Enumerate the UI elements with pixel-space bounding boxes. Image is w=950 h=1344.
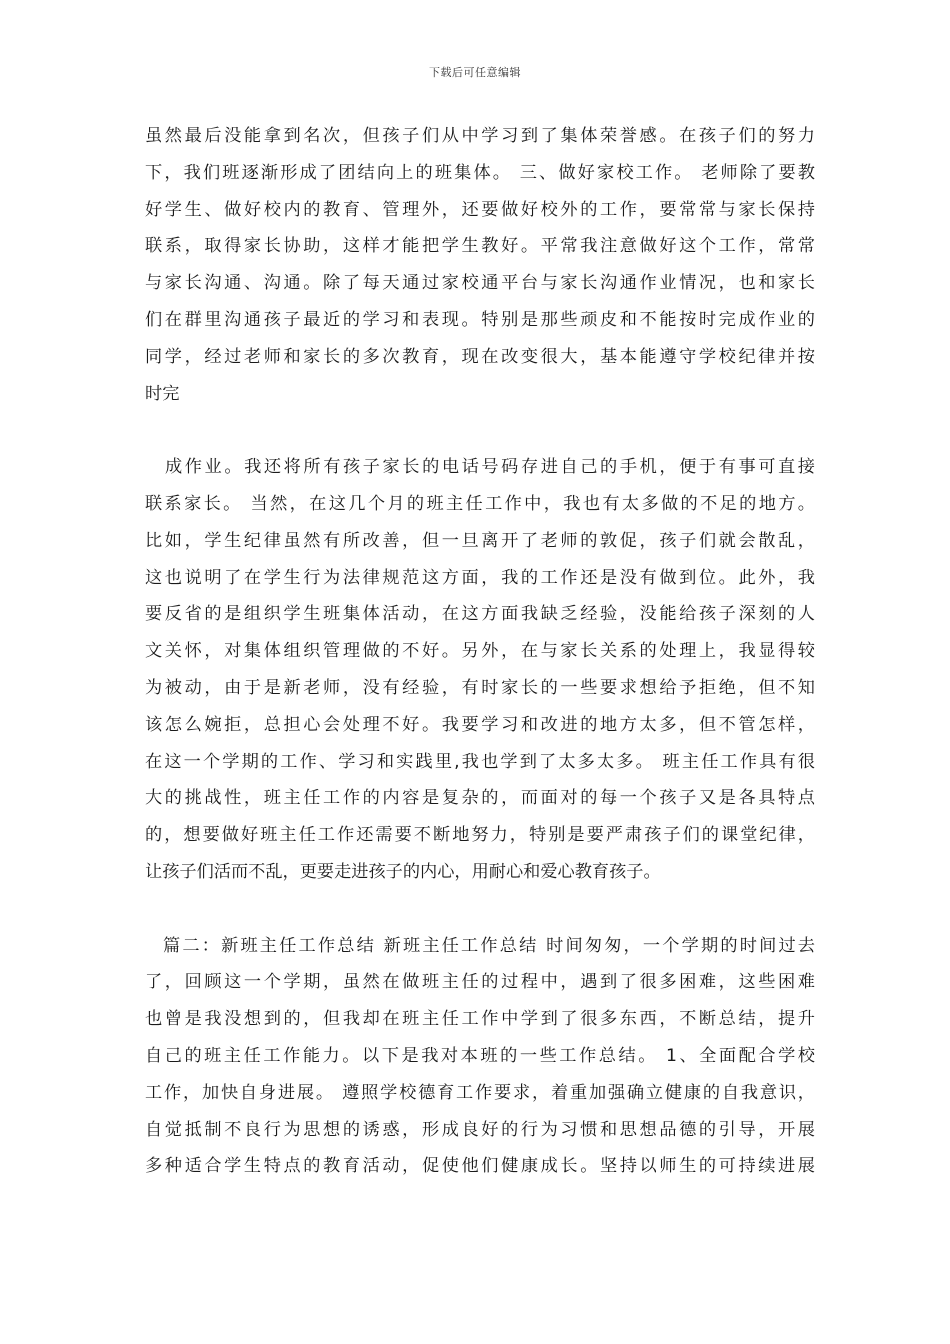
paragraph [145,964,815,1185]
paragraph [145,928,815,965]
text-line: 了，回顾这一个学期，虽然在做班主任的过程中，遇到了很多困难，这些困难 [145,972,815,993]
paragraph-gap [145,891,815,928]
text-line: 下，我们班逐渐形成了团结向上的班集体。 三、做好家校工作。 老师除了要教 [145,162,815,183]
paragraph [145,118,815,412]
text-line: 与家长沟通、沟通。除了每天通过家校通平台与家长沟通作业情况，也和家长 [145,273,815,294]
text-line: 联系，取得家长协助，这样才能把学生教好。平常我注意做好这个工作，常常 [145,236,815,257]
text-line: 该怎么婉拒，总担心会处理不好。我要学习和改进的地方太多，但不管怎样， [145,714,815,735]
paragraph [145,486,815,891]
document-body [145,118,815,1185]
text-line: 好学生、做好校内的教育、管理外，还要做好校外的工作，要常常与家长保持 [145,199,815,220]
text-line: 要反省的是组织学生班集体活动，在这方面我缺乏经验，没能给孩子深刻的人 [145,604,815,625]
text-line: 让孩子们活而不乱，更要走进孩子的内心，用耐心和爱心教育孩子。 [145,861,661,882]
paragraph-gap [145,412,815,449]
text-line: 在这一个学期的工作、学习和实践里,我也学到了太多太多。 班主任工作具有很 [145,751,815,772]
text-line: 们在群里沟通孩子最近的学习和表现。特别是那些顽皮和不能按时完成作业的 [145,309,815,330]
text-line: 篇二：新班主任工作总结 新班主任工作总结 时间匆匆，一个学期的时间过去 [163,935,815,956]
text-line: 文关怀，对集体组织管理做的不好。另外，在与家长关系的处理上，我显得较 [145,641,815,662]
paragraph [145,449,815,486]
text-line: 时完 [145,383,180,404]
text-line: 工作，加快自身进展。 遵照学校德育工作要求，着重加强确立健康的自我意识， [145,1082,815,1103]
text-line: 为被动，由于是新老师，没有经验，有时家长的一些要求想给予拒绝，但不知 [145,677,815,698]
text-line: 的，想要做好班主任工作还需要不断地努力，特别是要严肃孩子们的课堂纪律， [145,825,815,846]
text-line: 大的挑战性，班主任工作的内容是复杂的，而面对的每一个孩子又是各具特点 [145,788,815,809]
text-line: 自觉抵制不良行为思想的诱惑，形成良好的行为习惯和思想品德的引导，开展 [145,1119,815,1140]
text-line: 这也说明了在学生行为法律规范这方面，我的工作还是没有做到位。此外，我 [145,567,815,588]
page-header: 下载后可任意编辑 [429,66,521,79]
text-line: 虽然最后没能拿到名次，但孩子们从中学习到了集体荣誉感。在孩子们的努力 [145,126,815,146]
text-line: 联系家长。 当然，在这几个月的班主任工作中，我也有太多做的不足的地方。 [145,493,815,514]
text-line: 成作业。我还将所有孩子家长的电话号码存进自己的手机，便于有事可直接 [165,457,815,478]
text-line: 多种适合学生特点的教育活动，促使他们健康成长。坚持以师生的可持续进展 [145,1156,815,1177]
text-line: 自己的班主任工作能力。以下是我对本班的一些工作总结。 1、全面配合学校 [145,1045,815,1066]
text-line: 也曾是我没想到的，但我却在班主任工作中学到了很多东西，不断总结，提升 [145,1009,815,1030]
text-line: 比如，学生纪律虽然有所改善，但一旦离开了老师的敦促，孩子们就会散乱， [145,530,815,551]
text-line: 同学，经过老师和家长的多次教育，现在改变很大，基本能遵守学校纪律并按 [145,346,815,367]
